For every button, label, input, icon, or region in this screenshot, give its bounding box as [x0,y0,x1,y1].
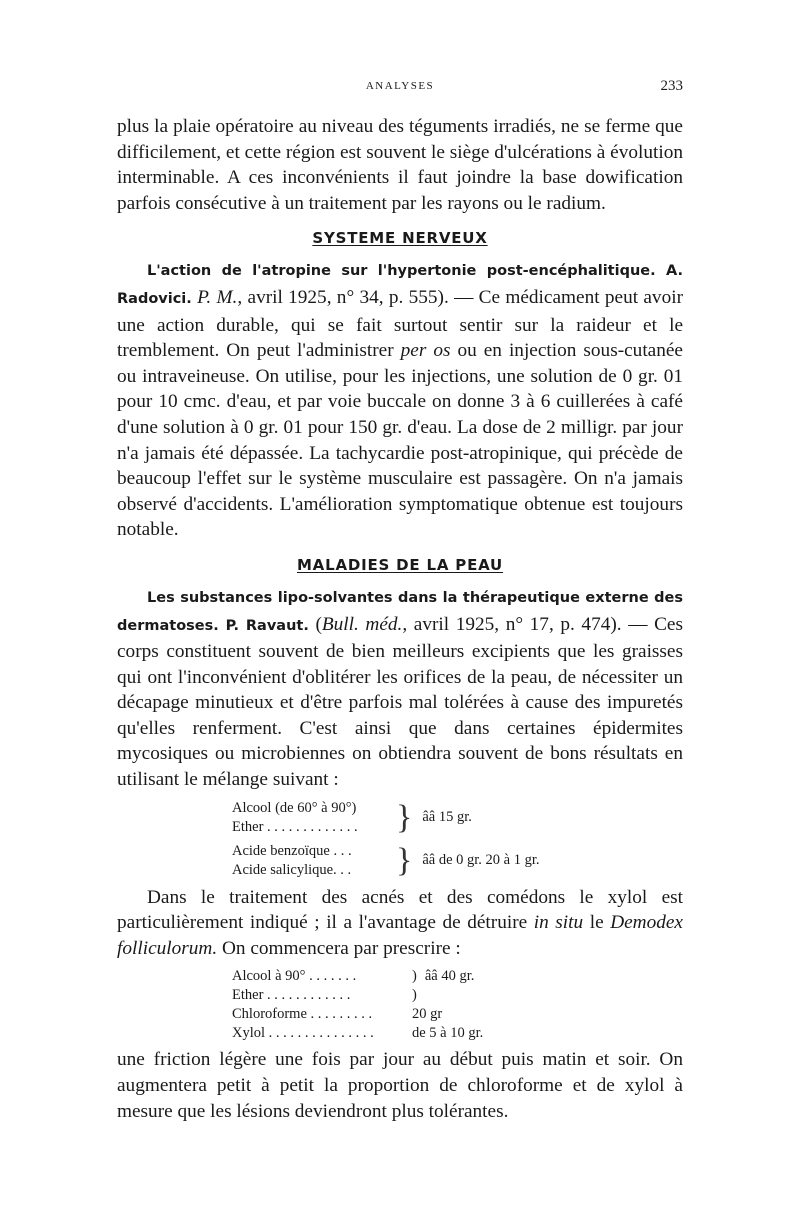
section-heading-maladies-peau: MALADIES DE LA PEAU [296,555,504,574]
citation-details: , avril 1925, n° 34, p. 555). [237,286,449,308]
brace-icon: ) [412,968,417,985]
formula-quantity: ââ de 0 gr. 20 à 1 gr. [422,852,540,869]
paragraph-text: le [583,912,611,934]
section-heading-systeme-nerveux: SYSTEME NERVEUX [312,229,488,248]
formula-ingredient: Acide salicylique. . . [232,861,352,878]
paragraph-friction: une friction légère une fois par jour au début puis matin et soir. On augmentera petit à petit la proportion de chloroforme et de xylol à mesure que les lésions deviendront plus tolérantes. [117,1049,683,1122]
article-body: — Ce médicament peut avoir une action durable, qui se fait surtout sentir sur la raideur et le tremblement. On peut l'administrer [117,286,683,362]
paragraph-text: On commencera par prescrire : [217,937,461,959]
formula-quantity: 20 gr [412,1006,443,1023]
formula-quantity: ââ 15 gr. [422,809,472,826]
formula-ingredient: Alcool (de 60° à 90°) [232,799,357,816]
article-body: ou en injection sous-cutanée ou intraveineuse. On utilise, pour les injections, une solution de 0 gr. 01 pour 10 cmc. d'eau, et par voie buccale on donne 3 à 6 cuillerées à café d'une solution à 0 gr. 01 pour 150 gr. d'eau. La dose de 2 milligr. par jour n'a jamais été dépassée. La tachycardie post-atropinique, qui précède de beaucoup l'effet sur le système musculaire est passagère. On n'a jamais observé d'accidents. L'amélioration symptomatique obtenue est toujours notable. [117,340,683,541]
article-title: L'action de l'atropine sur l'hypertonie post-encéphalitique. A. Radovici. [117,263,683,307]
paragraph-xylol [117,885,683,962]
formula-ingredient: Ether . . . . . . . . . . . . [232,987,351,1004]
formula-quantity: ââ 40 gr. [424,968,475,985]
paragraph-text: Dans le traitement des acnés et des comédons le xylol est particulièrement indiqué ; il a l'avantage de détruire [117,886,683,934]
formula-row [232,967,683,986]
citation-source: Bull. méd. [321,613,403,635]
citation-source: P. M. [197,286,238,308]
brace-icon: } [396,798,413,836]
article-title: Les substances lipo-solvantes dans la thérapeutique externe des dermatoses. P. Ravaut. [117,589,683,634]
running-head [117,80,683,100]
citation-details: , avril 1925, n° 17, p. 474). [402,613,622,635]
article-body: — Ces corps constituent souvent de bien meilleurs excipients que les graisses qui ont l'inconvénient d'oblitérer les orifices de la peau, de nécessiter un décapage minutieux et d'être parfois mal tolérées à cause des impuretés qu'elles renferment. C'est ainsi que dans certaines épidermites mycosiques ou microbiennes on obtiendra souvent de bons résultats en utilisant le mélange suivant : [117,613,683,791]
page-number: 233 [660,78,683,94]
formula-ingredient: Ether . . . . . . . . . . . . . [232,818,358,835]
formula-mixture-1 [232,799,683,880]
formula-row [232,1005,683,1024]
formula-mixture-2 [232,967,683,1043]
intro-paragraph: plus la plaie opératoire au niveau des téguments irradiés, ne se ferme que difficilement, et cette région est souvent le siège d'ulcérations à évolution interminable. A ces inconvénients il faut joindre la base dowification parfois consécutive à un traitement par les rayons ou le radium. [117,116,683,214]
formula-ingredient: Xylol . . . . . . . . . . . . . . . [232,1025,374,1042]
article-atropine [117,257,683,543]
italic-term: in situ [533,912,584,934]
formula-row [232,1024,683,1043]
citation-open: ( [315,613,322,635]
italic-term: Demodex folliculorum. [117,912,683,959]
brace-icon: ) [412,987,417,1004]
formula-group [232,799,683,837]
formula-ingredient: Alcool à 90° . . . . . . . [232,968,357,985]
formula-quantity: de 5 à 10 gr. [412,1025,484,1042]
formula-ingredient: Acide benzoïque . . . [232,842,352,859]
formula-row [232,986,683,1005]
formula-ingredient: Chloroforme . . . . . . . . . [232,1006,373,1023]
italic-term: per os [400,340,451,362]
text-column [117,114,683,1124]
running-title: ANALYSES [365,80,435,92]
formula-group [232,842,683,880]
brace-icon: } [396,841,413,879]
article-lipo-solvantes [117,584,683,793]
